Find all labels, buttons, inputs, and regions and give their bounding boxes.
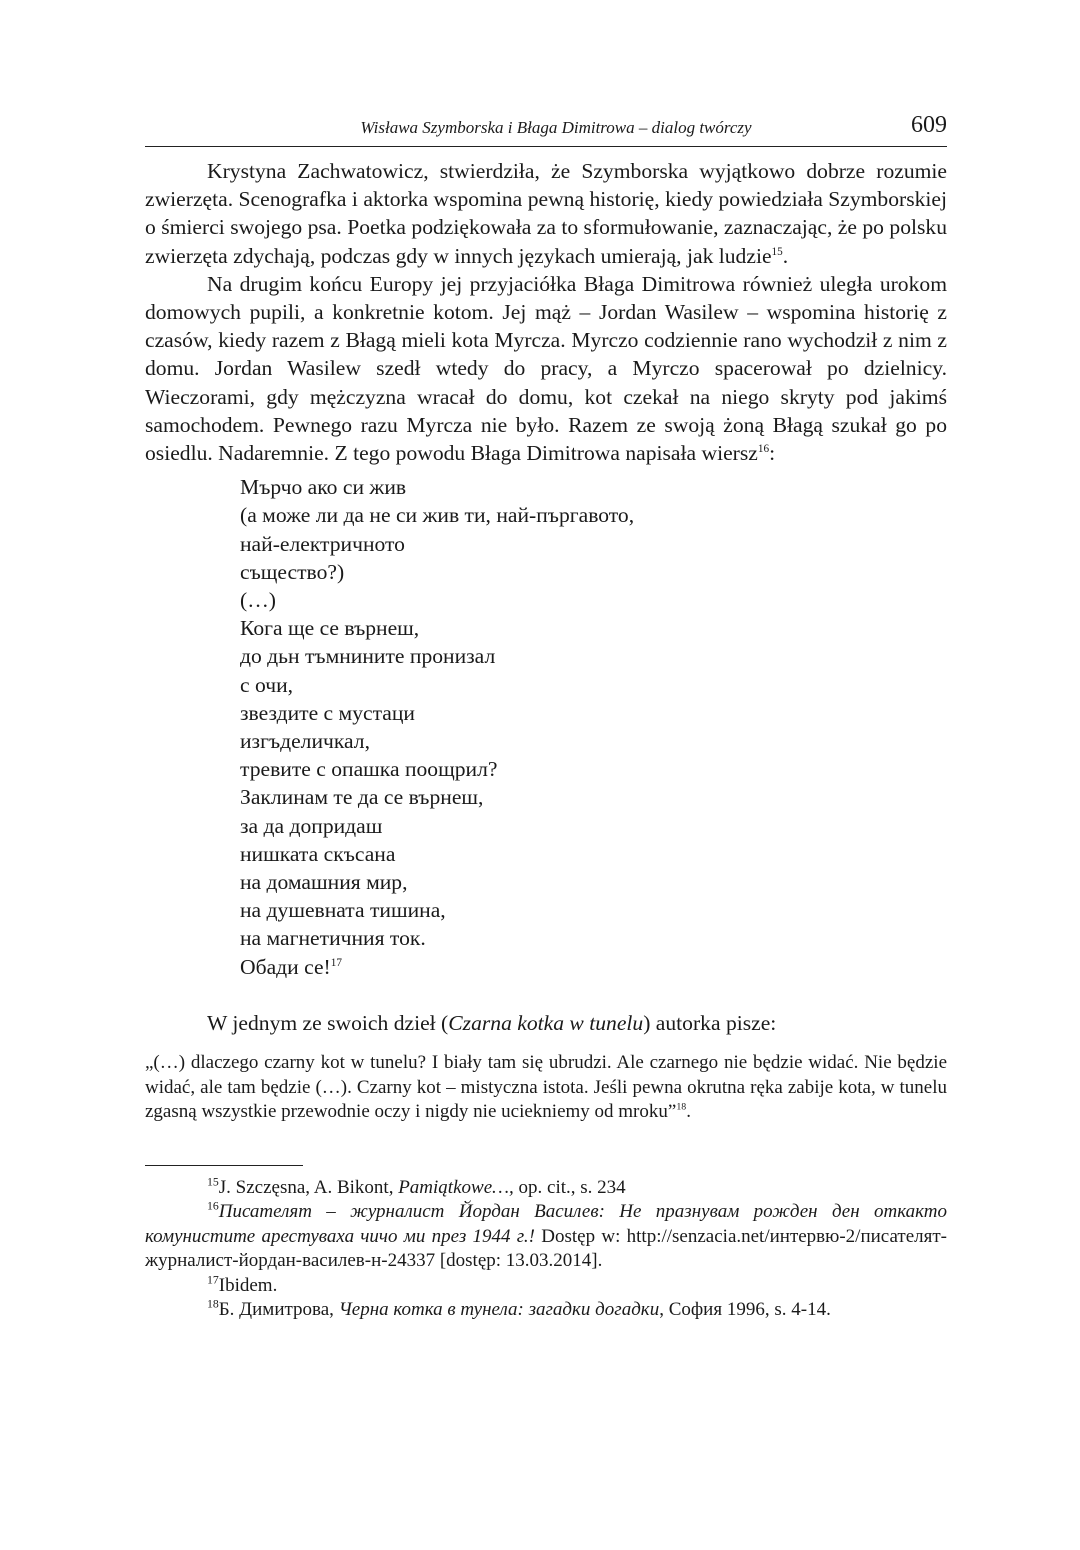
footnote-number: 18 [207, 1297, 219, 1311]
footnote-title: Писателят – журналист Йордан Василев: Не празнувам рожден ден откакто комунистите арестуваха чичо ми през 1944 г.! [145, 1201, 947, 1247]
footnote-ref-18: 18 [676, 1101, 687, 1113]
block-quote [145, 1051, 947, 1125]
footnote-15 [145, 1176, 947, 1201]
poem-line: до дьн тъмнините пронизал [240, 644, 496, 669]
book-page [145, 112, 947, 1323]
footnote-16 [145, 1200, 947, 1274]
footnote-17 [145, 1274, 947, 1299]
paragraph-2 [145, 270, 947, 467]
paragraph-3 [145, 1009, 947, 1037]
page-number: 609 [911, 112, 947, 138]
footnote-text: J. Szczęsna, A. Bikont, [218, 1176, 399, 1198]
quote-text: „(…) dlaczego czarny kot w tunelu? I biały tam się ubrudzi. Ale czarnego nie będzie widać. Nie będzie widać, ale tam będzie (…). Czarny kot – mistyczna istota. Jeśli pewna okrutna ręka zabije kota, w tunelu zgasną wszystkie przewodnie oczy i nigdy nie uciekniemy od mroku” [145, 1052, 947, 1123]
work-title: Czarna kotka w tunelu [448, 1010, 644, 1035]
poem-line: (а може ли да не си жив ти, най-пъргавото, [240, 503, 635, 528]
paragraph-2-text: Na drugim końcu Europy jej przyjaciółka Błaga Dimitrowa również uległa urokom domowych pupili, a konkretnie kotom. Jej mąż – Jordan Wasilew – wspomina historię z czasów, kiedy razem z Błagą mieli kota Myrcza. Myrczo codziennie rano wychodził z nim z domu. Jordan Wasilew szedł wtedy do pracy, a Myrczo spacerował po dzielnicy. Wieczorami, gdy mężczyzna wracał do domu, kot czekał na niego skryty pod jakimś samochodem. Pewnego razu Myrcza nie było. Razem ze swoją żoną Błagą szukał go po osiedlu. Nadaremnie. Z tego powodu Błaga Dimitrowa napisała wiersz [145, 271, 947, 466]
poem-line: звездите с мустаци [240, 700, 415, 725]
poem-line: за да допридаш [240, 813, 383, 838]
poem-last-line [240, 953, 947, 981]
footnote-text: Dostęp w: http://senzacia.net/интервю-2/писателят-журналист-йордан-василев-н-24337 [dostęp: 13.03.2014]. [145, 1225, 947, 1272]
footnote-text: Б. Димитрова, [218, 1299, 339, 1321]
poem-line: същество?) [240, 559, 345, 584]
poem-line: на душевната тишина, [240, 898, 446, 923]
poem-line: тревите с опашка поощрил? [240, 757, 498, 782]
poem-line: с очи, [240, 672, 294, 697]
running-header [145, 112, 947, 147]
poem-line: най-електричното [240, 531, 405, 556]
footnote-text: , София 1996, s. 4-14. [659, 1299, 831, 1321]
poem-line: Кога ще се върнеш, [240, 616, 420, 641]
footnote-18 [145, 1298, 947, 1323]
poem-line: Заклинам те да се върнеш, [240, 785, 484, 810]
poem-line: на магнетичния ток. [240, 926, 426, 951]
footnote-title: Черна котка в тунела: загадки догадки [338, 1299, 660, 1321]
footnote-title: Pamiątkowe…, [398, 1176, 514, 1198]
poem-line: (…) [240, 588, 276, 613]
paragraph-3-after: ) autorka pisze: [643, 1010, 777, 1035]
footnote-text: Ibidem. [218, 1274, 278, 1296]
body-text [145, 157, 947, 1037]
running-title: Wisława Szymborska i Błaga Dimitrowa – dialog twórczy [360, 118, 752, 137]
poem-line: нишката скъсана [240, 841, 396, 866]
footnote-ref-17: 17 [330, 956, 342, 969]
paragraph-1-end: . [782, 243, 789, 268]
footnotes [145, 1176, 947, 1323]
footnote-number: 16 [207, 1199, 219, 1213]
paragraph-3-before: W jednym ze swoich dzieł ( [207, 1010, 449, 1035]
paragraph-1-text: Krystyna Zachwatowicz, stwierdziła, że Szymborska wyjątkowo dobrze rozumie zwierzęta. Scenografka i aktorka wspomina pewną historię, kiedy powiedziała Szymborskiej o śmierci swojego psa. Poetka podziękowała za to sformułowanie, zaznaczając, że po polsku zwierzęta zdychają, podczas gdy w innych językach umierają, jak ludzie [145, 159, 947, 268]
poem-line: на домашния мир, [240, 870, 408, 895]
paragraph-2-end: : [769, 441, 776, 466]
quote-end: . [686, 1101, 691, 1123]
footnote-ref-16: 16 [757, 442, 770, 455]
footnote-text: op. cit., s. 234 [513, 1176, 626, 1198]
poem [240, 473, 947, 981]
poem-line: Мърчо ако си жив [240, 475, 407, 500]
paragraph-1 [145, 157, 947, 270]
footnote-divider [145, 1165, 303, 1166]
poem-last-line-text: Обади се! [240, 954, 331, 979]
poem-line: изгъделичкал, [240, 729, 370, 754]
footnote-number: 17 [207, 1273, 219, 1287]
footnote-ref-15: 15 [771, 245, 783, 258]
footnote-number: 15 [207, 1175, 219, 1189]
